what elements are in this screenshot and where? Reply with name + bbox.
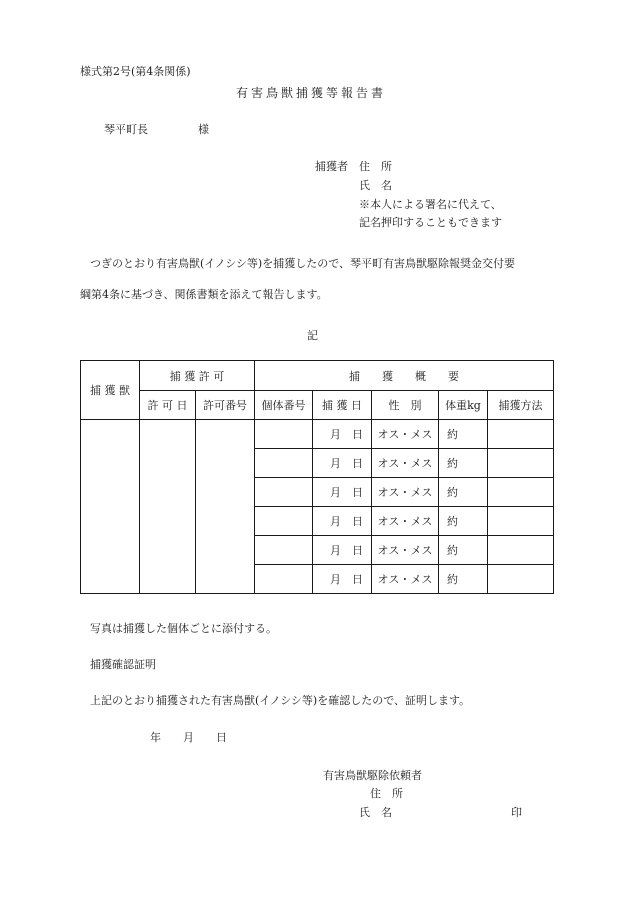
body-text-line1: つぎのとおり有害鳥獣(イノシシ等)を捕獲したので、琴平町有害鳥獣駆除報奨金交付要: [90, 257, 515, 270]
method-cell[interactable]: [488, 478, 554, 507]
overview-header: 捕 獲 概 要: [255, 361, 554, 391]
form-number: 様式第2号(第4条関係): [80, 65, 191, 78]
addressee-name: 琴平町長: [104, 123, 148, 136]
col-permit-date: 許 可 日: [140, 391, 196, 420]
table-row: [81, 420, 554, 449]
animal-header: 捕 獲 獣: [81, 361, 140, 420]
sex-cell[interactable]: オス・メス: [372, 478, 439, 507]
weight-cell[interactable]: 約: [439, 536, 488, 565]
method-cell[interactable]: [488, 565, 554, 594]
capture-date-cell[interactable]: 月 日: [313, 536, 372, 565]
capture-date-cell[interactable]: 月 日: [313, 507, 372, 536]
method-cell[interactable]: [488, 507, 554, 536]
sex-cell[interactable]: オス・メス: [372, 507, 439, 536]
method-cell[interactable]: [488, 536, 554, 565]
sex-cell[interactable]: オス・メス: [372, 449, 439, 478]
col-method: 捕獲方法: [488, 391, 554, 420]
capture-table: [80, 360, 554, 594]
seal-mark: 印: [511, 806, 522, 819]
individual-number-cell[interactable]: [255, 478, 313, 507]
permit-number-cell[interactable]: [196, 420, 255, 594]
requester-name-label: 氏 名: [359, 806, 392, 819]
body-text-line2: 綱第4条に基づき、関係書類を添えて報告します。: [80, 288, 328, 301]
sex-cell[interactable]: オス・メス: [372, 565, 439, 594]
col-sex: 性 別: [372, 391, 439, 420]
reporter-note-line1: ※本人による署名に代えて、: [359, 198, 502, 211]
reporter-name-label: 氏 名: [359, 179, 392, 192]
individual-number-cell[interactable]: [255, 565, 313, 594]
capture-date-cell[interactable]: 月 日: [313, 565, 372, 594]
reporter-address-label: 住 所: [359, 160, 392, 173]
col-weight: 体重kg: [439, 391, 488, 420]
method-cell[interactable]: [488, 420, 554, 449]
addressee-honorific: 様: [198, 123, 209, 136]
photo-note: 写真は捕獲した個体ごとに添付する。: [90, 622, 277, 635]
weight-cell[interactable]: 約: [439, 478, 488, 507]
individual-number-cell[interactable]: [255, 420, 313, 449]
reporter-role: 捕獲者: [315, 160, 348, 173]
reporter-note-line2: 記名押印することもできます: [359, 216, 502, 229]
requester-address-label: 住 所: [370, 787, 403, 800]
permit-date-cell[interactable]: [140, 420, 196, 594]
requester-title: 有害鳥獣駆除依頼者: [323, 769, 422, 782]
confirm-heading: 捕獲確認証明: [90, 658, 156, 671]
sex-cell[interactable]: オス・メス: [372, 420, 439, 449]
weight-cell[interactable]: 約: [439, 449, 488, 478]
method-cell[interactable]: [488, 449, 554, 478]
date-line: 年 月 日: [150, 731, 227, 744]
sex-cell[interactable]: オス・メス: [372, 536, 439, 565]
confirm-text: 上記のとおり捕獲された有害鳥獣(イノシシ等)を確認したので、証明します。: [90, 694, 471, 707]
capture-date-cell[interactable]: 月 日: [313, 478, 372, 507]
permit-header: 捕 獲 許 可: [140, 361, 255, 391]
individual-number-cell[interactable]: [255, 449, 313, 478]
capture-date-cell[interactable]: 月 日: [313, 420, 372, 449]
ki-heading: 記: [307, 329, 318, 342]
weight-cell[interactable]: 約: [439, 420, 488, 449]
weight-cell[interactable]: 約: [439, 565, 488, 594]
capture-date-cell[interactable]: 月 日: [313, 449, 372, 478]
page-title: 有害鳥獣捕獲等報告書: [236, 86, 387, 100]
col-capture-date: 捕 獲 日: [313, 391, 372, 420]
col-individual-number: 個体番号: [255, 391, 313, 420]
weight-cell[interactable]: 約: [439, 507, 488, 536]
animal-cell[interactable]: [81, 420, 140, 594]
individual-number-cell[interactable]: [255, 536, 313, 565]
individual-number-cell[interactable]: [255, 507, 313, 536]
col-permit-number: 許可番号: [196, 391, 255, 420]
